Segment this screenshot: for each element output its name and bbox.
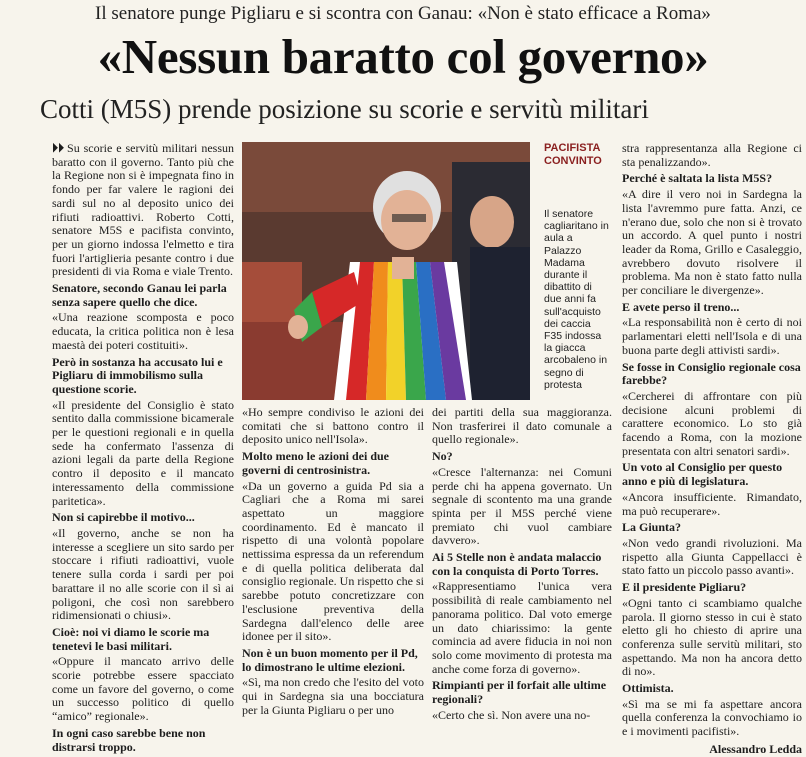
paragraph-text: Rimpianti per il forfait alle ultime regionali? [432, 678, 607, 707]
paragraph-text: «Certo che sì. Non avere una no- [432, 707, 591, 722]
paragraph-text: Senatore, secondo Ganau lei parla senza sapere quello che dice. [52, 281, 227, 309]
paragraph-text: Se fosse in Consiglio regionale cosa farebbe? [622, 359, 801, 388]
paragraph-text: Alessandro Ledda [709, 741, 802, 756]
paragraph-text: «Rappresentiamo l'unica vera possibilità di reale cambiamento nel panorama politico. Dal voto emerge un dato chiarissimo: la gente comincia ad avere fiducia in noi non solo come movimento di protesta ma anche come forza di governo». [432, 579, 612, 676]
paragraph-text: «Non vedo grandi rivoluzioni. Ma rispetto alla Giunta Cappellacci è stato fatto un piccolo passo avanti». [622, 535, 802, 578]
paragraph-text: «Ogni tanto ci scambiamo qualche parola. Il giorno stesso in cui è stato eletto gli ho chiesto di aprire una conferenza sulle servitù militari, sto aspettando. Ma non ha ancora detto di no». [622, 595, 802, 679]
paragraph-text: Un voto al Consiglio per questo anno e più di legislatura. [622, 460, 783, 489]
senator-rainbow-jacket-illustration [242, 142, 530, 400]
paragraph-text: Su scorie e servitù militari nessun baratto con il governo. Tanto più che la Regione non si è impegnata fino in fondo per far valere le ragioni dei sardi sul no al deposito unico dei rifiuti radioattivi. Roberto Cotti, senatore M5S e pacifista convinto, per un giorno indossa l'elmetto e tira fuori l'artiglieria pesante contro i due presidenti di via Roma e viale Trento. [52, 141, 234, 279]
photo-caption [544, 142, 610, 391]
paragraph-text: Perché è saltata la lista M5S? [622, 171, 773, 186]
interview-question [622, 301, 802, 315]
article-paragraph [432, 406, 612, 447]
interview-question [52, 727, 234, 754]
paragraph-text: stra rappresentanza alla Regione ci sta penalizzando». [622, 141, 802, 169]
article-column-2 [242, 405, 424, 717]
article-paragraph [432, 709, 612, 723]
interview-question [52, 626, 234, 653]
article-paragraph [432, 580, 612, 676]
article-column-4 [622, 141, 802, 756]
interview-question [622, 521, 802, 535]
paragraph-text: Ottimista. [622, 681, 674, 696]
paragraph-text: Cioè: noi vi diamo le scorie ma tenetevi le basi militari. [52, 624, 210, 653]
article-column-1 [52, 141, 234, 754]
article-column-3 [432, 405, 612, 722]
article-paragraph [622, 491, 802, 518]
paragraph-text: «Oppure il mancato arrivo delle scorie potrebbe essere spacciato come un favore del governo, o come un successo politico di quello “amico” regionale». [52, 654, 234, 724]
paragraph-text: «La responsabilità non è certo di noi parlamentari eletti nell'Isola e di una buona parte degli attivisti sardi». [622, 315, 802, 357]
interview-question [432, 679, 612, 706]
caption-title: PACIFISTA CONVINTO [544, 142, 602, 167]
interview-question [242, 450, 424, 477]
article-paragraph [622, 142, 802, 169]
article-paragraph [622, 537, 802, 578]
paragraph-text: La Giunta? [622, 520, 682, 535]
article-paragraph [52, 399, 234, 509]
interview-question [622, 172, 802, 186]
article-paragraph [242, 480, 424, 644]
article-paragraph [242, 676, 424, 717]
article-paragraph [622, 390, 802, 459]
senator-photo [242, 142, 530, 400]
paragraph-text: Molto meno le azioni dei due governi di centrosinistra. [242, 449, 389, 477]
article-paragraph [622, 597, 802, 679]
article-paragraph [622, 316, 802, 357]
paragraph-text: «Cresce l'alternanza: nei Comuni perde chi ha appena governato. Un segnale di scontento ma una grande spinta per il M5S perché viene premiato chi vuol cambiare davvero». [432, 464, 612, 548]
article-paragraph [52, 311, 234, 352]
lead-marker-icon: ⏵⏵ [52, 141, 65, 155]
subheadline: Cotti (M5S) prende posizione su scorie e servitù militari [40, 94, 649, 124]
paragraph-text: «A dire il vero noi in Sardegna la lista l'avremmo pure fatta. Anzi, ce n'erano due, solo che non si è trovato un accordo. A quel punto i nostri leader da Roma, Grillo e Casaleggio, avrebbero dovuto risolvere il problema. Ma non è stato fatto nulla per conciliare le divergenze». [622, 187, 802, 298]
paragraph-text: «Una reazione scomposta e poco educata, la critica politica non è lesa maestà dei poteri costituiti». [52, 310, 234, 352]
kicker: Il senatore punge Pigliaru e si scontra con Ganau: «Non è stato efficace a Roma» [95, 3, 711, 24]
paragraph-text: «Cercherei di affrontare con più decisione alcuni problemi di carattere economico. Lo sto già facendo a Roma, con la mozione presentata con altri senatori sardi». [622, 388, 802, 458]
article-paragraph [52, 142, 234, 279]
paragraph-text: «Il presidente del Consiglio è stato sentito dalla commissione bicamerale per le questioni regionali e in quella sede ha confermato l'assenza di azioni legali da parte della Regione contro il deposito e il mancato interessamento della commissione paritetica». [52, 397, 234, 508]
paragraph-text: Ai 5 Stelle non è andata malaccio con la conquista di Porto Torres. [432, 550, 602, 578]
paragraph-text: «Sì ma se mi fa aspettare ancora quella conferenza la convochiamo io e i movimenti pacifisti». [622, 696, 802, 739]
interview-question [242, 647, 424, 674]
interview-question [52, 511, 234, 525]
paragraph-text: Non si capirebbe il motivo... [52, 510, 195, 525]
interview-question [622, 461, 802, 488]
paragraph-text: dei partiti della sua maggioranza. Non trasferirei il dato comunale a quello regionale». [432, 405, 612, 447]
paragraph-text: E avete perso il treno... [622, 299, 740, 314]
article-paragraph [242, 406, 424, 447]
interview-question [432, 450, 612, 464]
article-paragraph [52, 527, 234, 623]
article-paragraph [432, 466, 612, 548]
headline: «Nessun baratto col governo» [97, 29, 709, 84]
article-paragraph [622, 698, 802, 739]
paragraph-text: «Ancora insufficiente. Rimandato, ma può recuperare». [622, 489, 802, 518]
paragraph-text: «Ho sempre condiviso le azioni dei comitati che si battono contro il deposito unico nell'Isola». [242, 405, 424, 447]
paragraph-text: «Il governo, anche se non ha interesse a scegliere un sito sardo per stoccare i rifiuti radioattivi, vuole tenere sulla corda i sardi per poi barattare il no alle scorie con il sì ai poligoni, che così non sarebbero ridimensionati o chiusi». [52, 525, 234, 623]
caption-text: Il senatore cagliaritano in aula a Palazzo Madama durante il dibattito di due anni fa sull'acquisto dei caccia F35 indossa la giacca arcobaleno in segno di protesta [544, 208, 609, 391]
article-paragraph [52, 655, 234, 724]
paragraph-text: No? [432, 449, 453, 464]
paragraph-text: «Sì, ma non credo che l'esito del voto qui in Sardegna sia una bocciatura per la Giunta Pigliaru o per uno [242, 675, 424, 717]
paragraph-text: «Da un governo a guida Pd sia a Cagliari che a Roma mi sarei aspettato un maggiore coordinamento. Ed è mancato il rispetto di una volontà popolare nettissima espressa da un referendum e di quella politica deliberata dal consiglio regionale. Un rispetto che si sarebbe potuto concretizzare con l'esclusione preventiva della Sardegna dall'elenco delle aree idonee per il sito». [242, 478, 424, 644]
paragraph-text: E il presidente Pigliaru? [622, 580, 747, 595]
paragraph-text: In ogni caso sarebbe bene non distrarsi troppo. [52, 725, 206, 754]
article-paragraph [622, 188, 802, 298]
interview-question [52, 356, 234, 397]
interview-question [622, 361, 802, 388]
author-signature [622, 743, 802, 757]
interview-question [622, 682, 802, 696]
interview-question [622, 581, 802, 595]
paragraph-text: Non è un buon momento per il Pd, lo dimostrano le ultime elezioni. [242, 645, 418, 674]
interview-question [432, 551, 612, 578]
interview-question [52, 282, 234, 309]
paragraph-text: Però in sostanza ha accusato lui e Pigliaru di immobilismo sulla questione scorie. [52, 354, 223, 396]
